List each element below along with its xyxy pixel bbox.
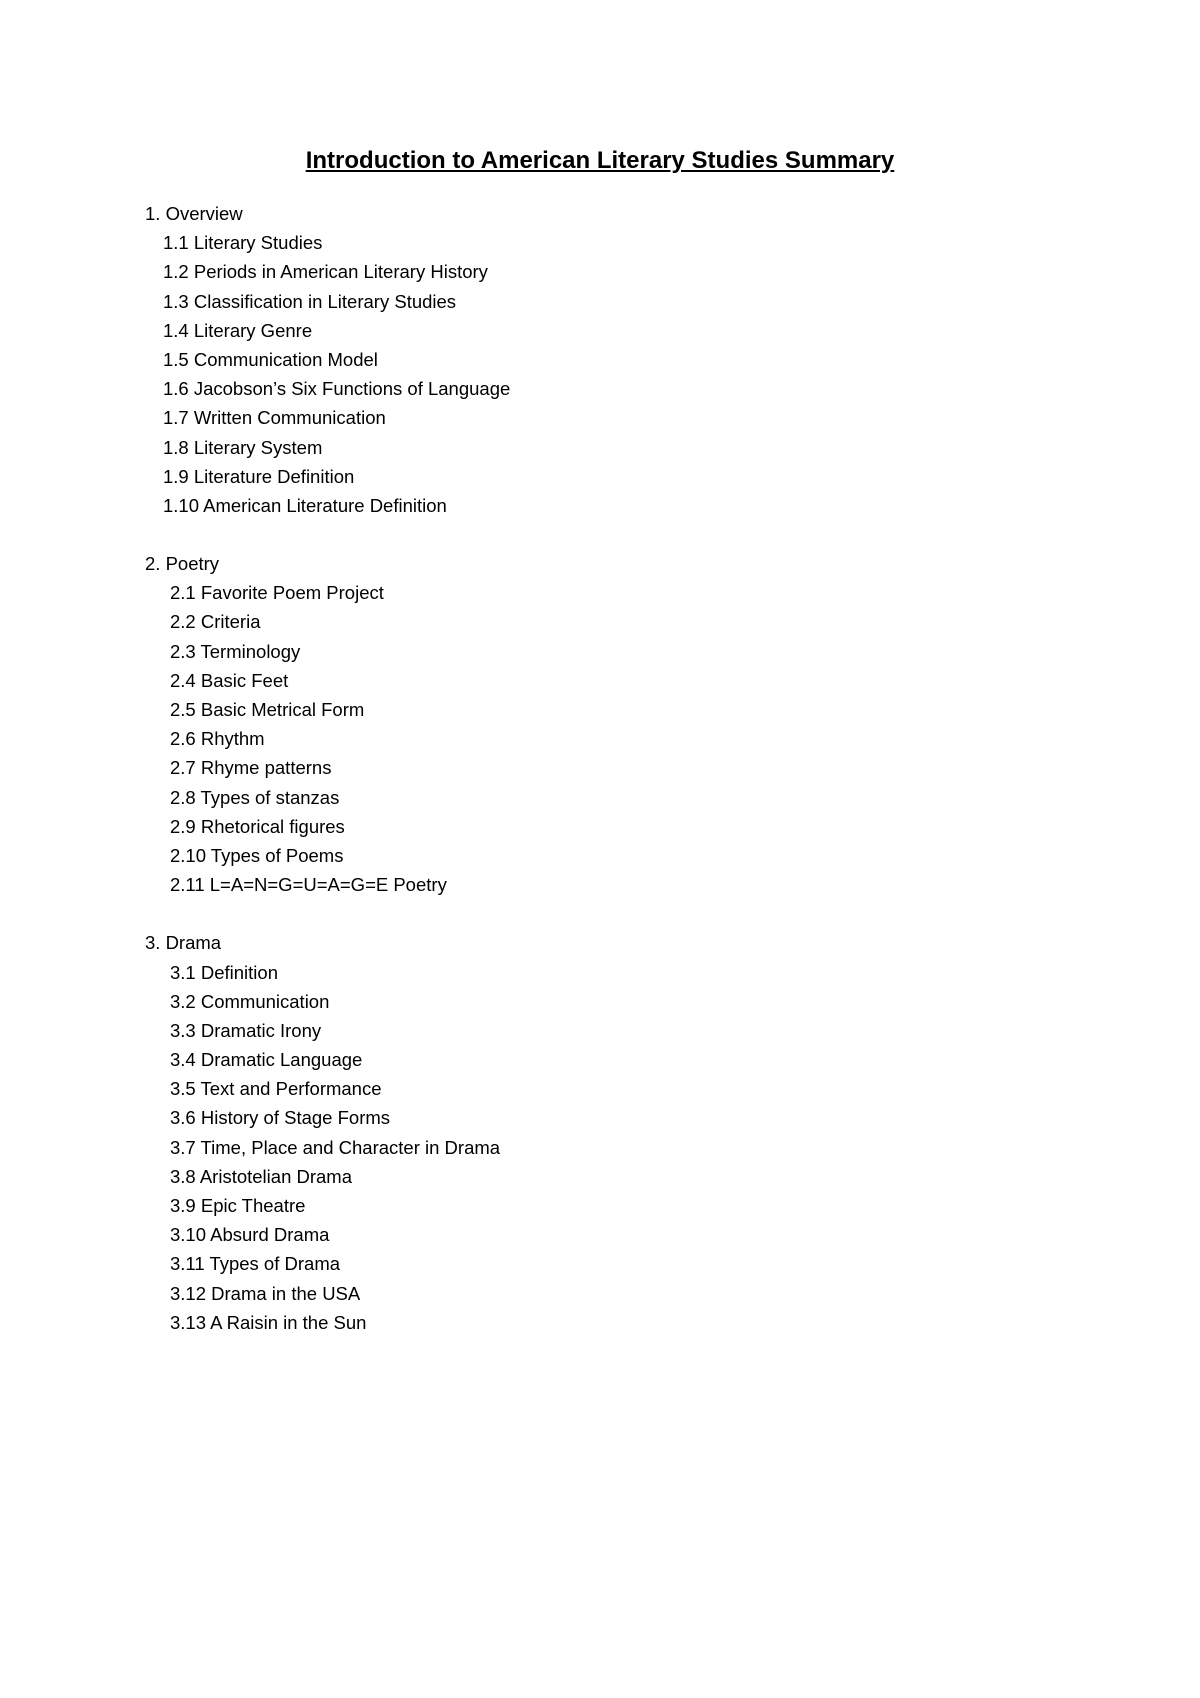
list-item: 1.8 Literary System — [163, 436, 323, 458]
list-item: 1.7 Written Communication — [163, 407, 386, 429]
section-poetry — [145, 549, 1045, 899]
list-item: 3.10 Absurd Drama — [170, 1224, 330, 1246]
section-heading: 3. Drama — [145, 932, 222, 954]
subsection-list — [145, 958, 1045, 1337]
list-item: 1.4 Literary Genre — [163, 319, 313, 341]
table-of-contents — [145, 199, 1045, 1337]
list-item: 2.11 L=A=N=G=U=A=G=E Poetry — [170, 874, 447, 896]
list-item: 3.9 Epic Theatre — [170, 1195, 306, 1216]
list-item: 3.12 Drama in the USA — [170, 1282, 361, 1304]
list-item: 1.3 Classification in Literary Studies — [163, 290, 457, 312]
list-item: 3.6 History of Stage Forms — [170, 1107, 391, 1129]
list-item: 2.4 Basic Feet — [170, 669, 289, 691]
list-item: 3.8 Aristotelian Drama — [170, 1165, 353, 1187]
list-item: 3.13 A Raisin in the Sun — [170, 1311, 367, 1333]
list-item: 1.1 Literary Studies — [163, 232, 323, 254]
list-item: 2.10 Types of Poems — [170, 844, 344, 866]
list-item: 3.5 Text and Performance — [170, 1078, 382, 1100]
list-item: 1.6 Jacobson’s Six Functions of Language — [163, 378, 511, 400]
list-item: 2.5 Basic Metrical Form — [170, 699, 365, 720]
list-item: 3.1 Definition — [170, 961, 278, 983]
section-drama — [145, 928, 1045, 1337]
list-item: 3.7 Time, Place and Character in Drama — [170, 1136, 501, 1158]
list-item: 3.3 Dramatic Irony — [170, 1019, 322, 1041]
list-item: 2.3 Terminology — [170, 640, 301, 662]
section-heading: 2. Poetry — [145, 553, 220, 575]
list-item: 3.2 Communication — [170, 990, 330, 1012]
document-title: Introduction to American Literary Studies Summary — [305, 147, 895, 174]
list-item: 3.4 Dramatic Language — [170, 1049, 363, 1071]
list-item: 2.1 Favorite Poem Project — [170, 582, 384, 604]
subsection-list — [145, 228, 1045, 520]
list-item: 1.9 Literature Definition — [163, 465, 355, 487]
list-item: 2.6 Rhythm — [170, 728, 265, 750]
list-item: 2.7 Rhyme patterns — [170, 757, 332, 779]
list-item: 1.2 Periods in American Literary History — [163, 261, 488, 283]
subsection-list — [145, 578, 1045, 899]
list-item: 3.11 Types of Drama — [170, 1253, 341, 1275]
list-item: 2.2 Criteria — [170, 611, 261, 633]
section-overview — [145, 199, 1045, 520]
list-item: 2.8 Types of stanzas — [170, 786, 340, 808]
list-item: 1.5 Communication Model — [163, 348, 378, 370]
list-item: 1.10 American Literature Definition — [163, 494, 447, 516]
list-item: 2.9 Rhetorical figures — [170, 815, 345, 837]
section-heading: 1. Overview — [145, 203, 243, 224]
